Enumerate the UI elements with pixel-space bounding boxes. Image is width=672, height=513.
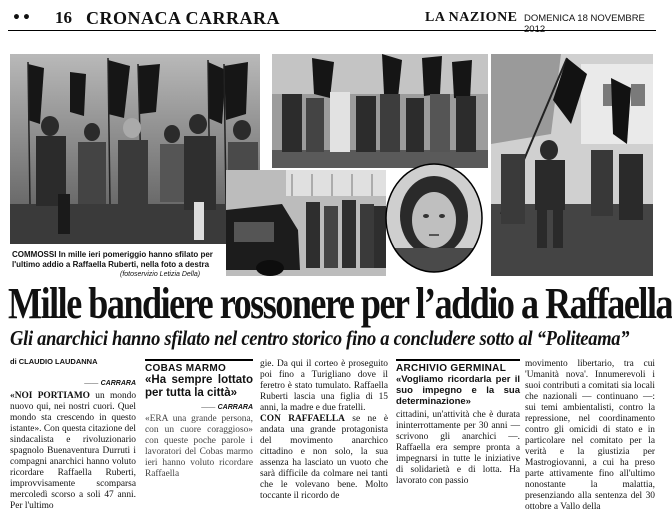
article-column-1: [10, 378, 137, 511]
photo-march-left: [10, 54, 260, 244]
column3-text1: gie. Da qui il corteo è proseguito poi fino a Turigliano dove il feretro è stato tumulato. Raffaella Ruberti lascia una figlia di 15 anni, la madre e due fratelli.: [260, 359, 388, 413]
sidebar-cobas-text: «ERA una grande persona, con un cuore coraggioso» con queste poche parole i lavoratori del Cobas marmo ieri hanno voluto ricordare Raffaella: [145, 414, 253, 479]
page-header: [0, 0, 664, 42]
sidebar-cobas-title: COBAS MARMO: [145, 363, 227, 374]
column1-text: un mondo nuovo qui, nei nostri cuori. Quel mondo sta crescendo in questo istante». Con questa citazione del sindacalista e rivoluzionario spagnolo Buenaventura Durruti i compagni anarchici hanno voluto ricordare Raffaella Ruberti, improvvisamente scomparsa mercoledì scorso a soli 47 anni. Per l'ultimo: [10, 391, 137, 511]
photo-crowd-car: [226, 170, 386, 276]
headline: Mille bandiere rossonere per l’addio a Raffaella: [8, 279, 672, 328]
sidebar-germinal: [396, 359, 520, 490]
sidebar-cobas-quote: «Ha sempre lottato per tutta la città»: [145, 374, 253, 399]
header-dots: ••: [12, 10, 32, 26]
sidebar-germinal-title: ARCHIVIO GERMINAL: [396, 363, 507, 374]
photo-march-right: [491, 54, 653, 276]
section-title: CRONACA CARRARA: [86, 8, 280, 28]
sidebar-cobas: [145, 359, 253, 490]
header-rule: [8, 30, 656, 31]
article-column-5: [525, 359, 655, 512]
column5-text: movimento libertario, tra cui 'Umanità nova'. Innumerevoli i suoi contributi a comitati sia locali che nazionali — continuano —: sui temi ambientalisti, contro la repressione, nel coordinamento contro gli omicidi di stato e in particolare nel comitato per la verità e la giustizia per Mastrogiovanni, a cui ha preso parte attivamente fino all'ultimo nonostante la malattia, presenziando alla sentenza del 30 ottobre a Vallo della: [525, 359, 655, 512]
photo-credit: (fotoservizio Letizia Della): [120, 271, 201, 278]
photo-caption: [12, 250, 224, 269]
page-number: 16: [55, 8, 72, 27]
caption-lead: COMMOSSI: [12, 250, 57, 259]
photo-march-center: [272, 54, 488, 168]
subheadline: Gli anarchici hanno sfilato nel centro storico fino a concludere sotto al “Politeama”: [10, 326, 630, 350]
sidebar-germinal-quote: «Vogliamo ricordarla per il suo impegno e la sua determinazione»: [396, 374, 520, 407]
sidebar-cobas-dateline: —— CARRARA: [201, 403, 253, 411]
column3-text2: se ne è andata una grande protagonista del movimento anarchico cittadino e non solo, la sua assenza ha lasciato un vuoto che sarà difficile da colmare nei tanti che le volevano bene. Molto toccante il ricordo de: [260, 414, 388, 501]
byline: di CLAUDIO LAUDANNA: [10, 357, 98, 366]
caption-text: In mille ieri pomeriggio hanno sfilato per l'ultimo addio a Raffaella Ruberti, nella foto a destra: [12, 250, 213, 269]
photo-portrait-raffaella: [385, 162, 483, 274]
article-column-3: [260, 359, 388, 501]
column3-lead: CON RAFFAELLA: [260, 414, 345, 424]
dateline: —— CARRARA: [84, 379, 136, 387]
issue-date: DOMENICA 18 NOVEMBRE 2012: [524, 13, 645, 35]
newspaper-name: LA NAZIONE: [425, 10, 518, 25]
column1-lead: «NOI PORTIAMO: [10, 391, 90, 401]
sidebar-germinal-text: cittadini, un'attività che è durata ininterrottamente per 30 anni — scrivono gli anarchici —. Raffaella era sempre pronta a impegnarsi in tutte le iniziative di solidarietà e di lotta. Ha lavorato con passio: [396, 410, 520, 486]
